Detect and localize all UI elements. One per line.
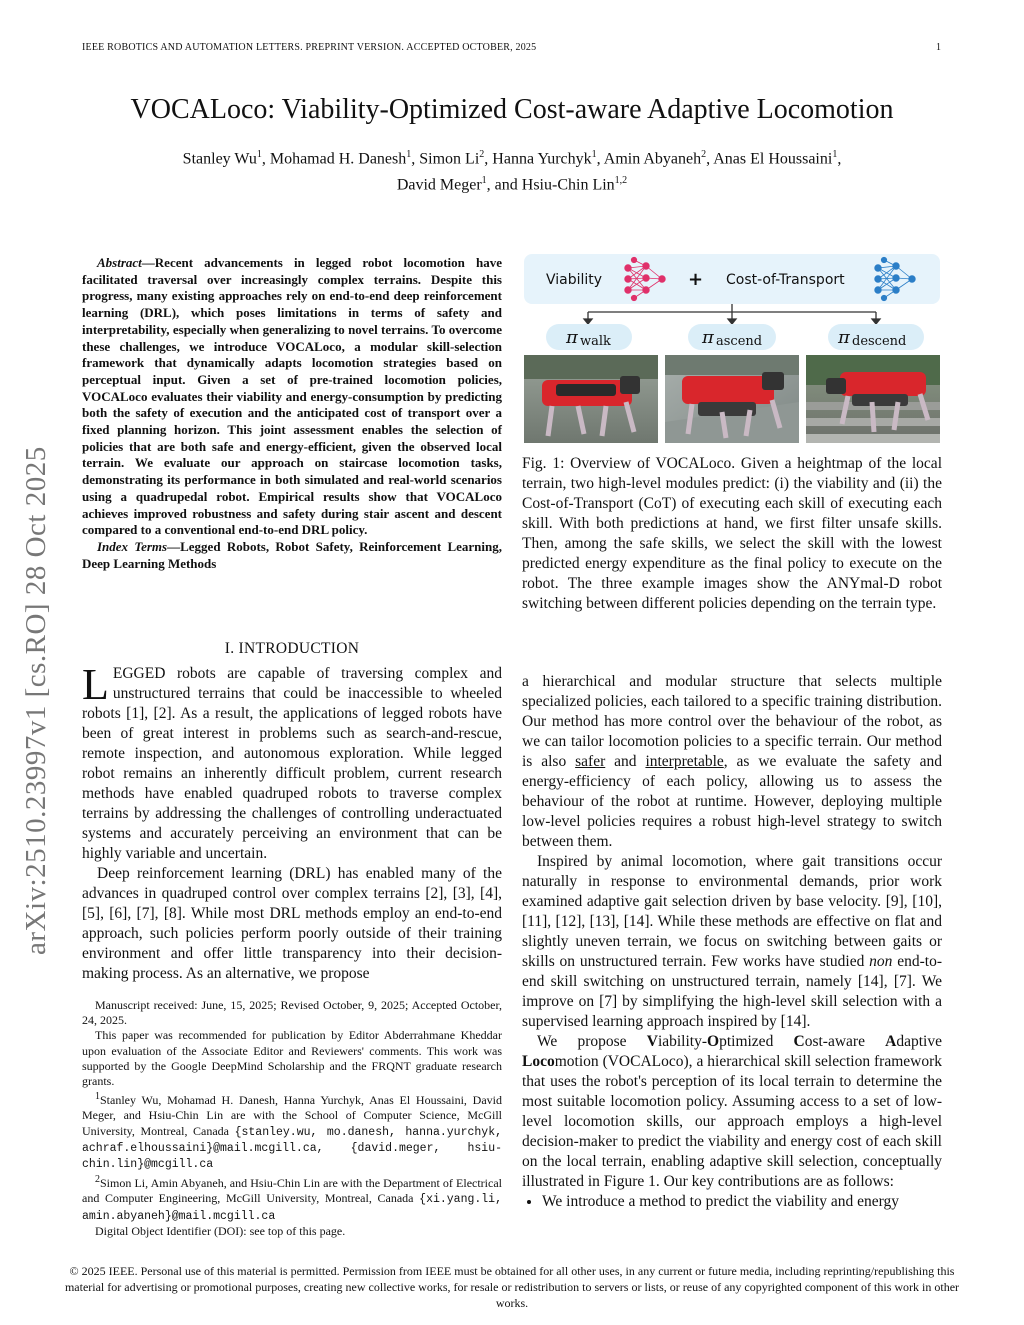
author: , Amin Abyaneh bbox=[596, 150, 702, 168]
running-header: IEEE ROBOTICS AND AUTOMATION LETTERS. PREPRINT VERSION. ACCEPTED OCTOBER, 2025 bbox=[82, 42, 537, 53]
text-run: Inspired by animal locomotion, where gait transitions occur naturally in response to environmental demands, prior work examined adaptive gait selection driven by base velocity. [9], [10], [11], [12], [13], [14]. While these methods are effective on flat and slightly uneven terrain, we focus on switching between gaits or skills on unstructured terrain. Few works have studied bbox=[522, 853, 942, 970]
list-item: • We introduce a method to predict the viability and energy bbox=[542, 1192, 942, 1212]
arxiv-stamp: arXiv:2510.23997v1 [cs.RO] 28 Oct 2025 bbox=[20, 446, 52, 955]
policy-walk-label: walk bbox=[580, 334, 611, 349]
robot-photo-descend bbox=[806, 355, 940, 443]
contributions-list bbox=[522, 1192, 942, 1212]
author: , Simon Li bbox=[411, 150, 480, 168]
index-terms-text: —Legged Robots, Robot Safety, Reinforcement Learning, Deep Learning Methods bbox=[82, 538, 502, 571]
pi-symbol: π bbox=[702, 327, 714, 348]
figure-1-caption: Fig. 1: Overview of VOCALoco. Given a heightmap of the local terrain, two high-level modules predict: (i) the viability and (ii) the Cost-of-Transport (CoT) of executing each skill of executing each skill. With both predictions at hand, we first filter unsafe skills. Then, among the safe skills, we select the skill with the lowest predicted energy expenditure as the final policy to execute on the robot. The three example images show the ANYmal-D robot switching between different policies depending on the terrain type. bbox=[522, 455, 942, 612]
plus-sign: + bbox=[688, 269, 704, 290]
author: , Mohamad H. Danesh bbox=[261, 150, 407, 168]
bold-letter: C bbox=[793, 1033, 805, 1050]
abstract bbox=[82, 255, 502, 572]
intro-paragraph-2: Deep reinforcement learning (DRL) has enabled many of the advances in quadruped control over complex terrains [2], [3], [4], [5], [6], [7], [8]. While most DRL methods employ an end-to-end approach, such policies perform poorly outside of their training environment and offer little transparency into their decision-making process. As an alternative, we propose bbox=[82, 865, 502, 982]
text-run: end-to-end skill switching on unstructured terrain, namely [14], [7]. We improve on [7] by simplifying the high-level skill selection with a supervised learning approach inspired by [14]. bbox=[522, 953, 942, 1030]
footnote-doi: Digital Object Identifier (DOI): see top of this page. bbox=[95, 1223, 346, 1238]
affil-mark: 1 bbox=[481, 175, 487, 187]
robot-photo-ascend bbox=[665, 355, 799, 443]
robot-photo-walk bbox=[524, 355, 658, 443]
footnote-affiliation-2: Simon Li, Amin Abyaneh, and Hsiu-Chin Lin are with the Department of Electrical and Computer Engineering, McGill University, Montreal, Canada bbox=[82, 1176, 502, 1206]
copyright-notice: © 2025 IEEE. Personal use of this material is permitted. Permission from IEEE must be obtained for all other uses, in any current or future media, including reprinting/republishing this material for advertising or promotional purposes, creating new collective works, for resale or redistribution to servers or lists, or reuse of any copyrighted component of this work in other works. bbox=[64, 1264, 960, 1310]
text-run: We propose bbox=[537, 1033, 647, 1050]
text-run: iability- bbox=[657, 1033, 708, 1050]
author: Stanley Wu bbox=[182, 150, 257, 168]
selection-arrows bbox=[584, 304, 880, 324]
index-terms-label: Index Terms bbox=[97, 538, 168, 554]
affil-mark: 1 bbox=[95, 1091, 100, 1103]
affil-mark: 1 bbox=[256, 149, 262, 160]
pi-symbol: π bbox=[838, 327, 850, 348]
affil-mark: 1,2 bbox=[614, 175, 628, 187]
affil-mark: 2 bbox=[95, 1174, 100, 1186]
text-run: and bbox=[605, 753, 646, 770]
affil-mark: 2 bbox=[479, 149, 485, 160]
underlined-safer: safer bbox=[575, 753, 606, 770]
author-list bbox=[100, 144, 924, 197]
paper-title: VOCALoco: Viability-Optimized Cost-aware Adaptive Locomotion bbox=[130, 94, 894, 125]
email-list-1: {stanley.wu, mo.danesh, hanna.yurchyk, achraf.elhoussaini}@mail.mcgill.ca, {david.meger, hsiu-chin.lin}@mcgill.ca bbox=[82, 1125, 502, 1172]
viability-label: Viability bbox=[546, 272, 603, 288]
email-list-2: {xi.yang.li, amin.abyaneh}@mail.mcgill.ca bbox=[82, 1193, 502, 1223]
introduction-body bbox=[82, 660, 502, 984]
author: , Anas El Houssaini bbox=[706, 150, 833, 168]
abstract-text: —Recent advancements in legged robot locomotion have facilitated traversal over increasingly complex terrains. Despite this progress, many existing approaches rely on end-to-end deep reinforcement learning (DRL), which poses limitations in terms of safety and interpretability, especially when generalizing to novel terrains. To overcome these challenges, we introduce VOCALoco, a modular skill-selection framework that dynamically adapts locomotion strategies based on perceptual input. Given a set of pre-trained locomotion policies, VOCALoco evaluates their viability and energy-consumption by predicting both the safety of execution and the anticipated cost of transport over a fixed planning horizon. This joint assessment enables the selection of policies that are both safe and energy-efficient, given the observed local terrain. We evaluate our approach on staircase locomotion tasks, demonstrating its performance in both simulated and real-world scenarios using a quadrupedal robot. Empirical results show that VOCALoco achieves improved robustness and safety during stair ascent and descent compared to a conventional end-to-end DRL policy. bbox=[82, 255, 502, 538]
bold-letter: Loco bbox=[522, 1053, 555, 1070]
underlined-interpretable: interpretable bbox=[645, 753, 724, 770]
text-run: daptive bbox=[896, 1033, 942, 1050]
bold-letter: V bbox=[646, 1033, 658, 1050]
text-run: motion bbox=[554, 1053, 599, 1070]
bold-letter: O bbox=[707, 1033, 720, 1050]
text-run: a hierarchical and modular structure that selects multiple specialized policies, each tailored to a specific training distribution. Our method has more control over the behaviour of the robot, as we can tailor locomotion policies to a specific terrain. Our method is also bbox=[522, 673, 942, 770]
italic-non: non bbox=[869, 953, 893, 970]
page-number: 1 bbox=[936, 42, 941, 53]
abstract-label: Abstract bbox=[97, 255, 142, 270]
intro-paragraph-1: EGGED robots are capable of traversing complex and unstructured terrains that could be inaccessible to wheeled robots [1], [2]. As a result, the applications of legged robots have been of great interest in problems such as search-and-rescue, remote inspection, and autonomous exploration. While legged robot remains an inherently difficult problem, current research methods have enabled quadruped robots to traverse complex terrains by addressing the challenges of controlling underactuated systems and accurately perceiving an environment that can be highly variable and uncertain. bbox=[82, 665, 502, 862]
text-run: , as we evaluate the safety and energy-efficiency of each policy, allowing us to assess the behaviour of the robot at runtime. However, deploying multiple low-level policies requires a robust high-level strategy to switch between them. bbox=[522, 753, 942, 850]
cost-of-transport-label: Cost-of-Transport bbox=[726, 272, 845, 288]
policy-ascend-label: ascend bbox=[716, 334, 763, 349]
pi-symbol: π bbox=[566, 327, 578, 348]
footnotes bbox=[82, 998, 502, 1239]
author: , Hanna Yurchyk bbox=[484, 150, 592, 168]
text-run: (VOCALoco), a hierarchical skill selection framework that uses the robot's perception of its local terrain to determine the most suitable locomotion policy. Assuming access to a set of low-level locomotion skills, our approach employs a high-level decision-maker to predict the viability and energy cost of each skill on the local terrain, enabling adaptive skill selection, conceptually illustrated in Figure 1. Our key contributions are as follows: bbox=[522, 1053, 942, 1190]
affil-mark: 1 bbox=[591, 149, 597, 160]
drop-cap: L bbox=[82, 660, 109, 709]
author-separator: , bbox=[837, 150, 842, 168]
policy-descend-label: descend bbox=[852, 334, 907, 349]
author: David Meger bbox=[396, 176, 482, 194]
text-run: ptimized bbox=[719, 1033, 794, 1050]
text-run: ost-aware bbox=[804, 1033, 886, 1050]
footnote-affiliation-1: Stanley Wu, Mohamad H. Danesh, Hanna Yurchyk, Anas El Houssaini, David Meger, and Hsiu-Chin Lin are with the School of Computer Science, McGill University, Montreal, Canada bbox=[82, 1093, 502, 1138]
bold-letter: A bbox=[885, 1033, 897, 1050]
affil-mark: 1 bbox=[832, 149, 838, 160]
footnote-received: Manuscript received: June, 15, 2025; Revised October, 9, 2025; Accepted October, 24, 2025. bbox=[82, 998, 502, 1028]
section-heading-introduction: I. INTRODUCTION bbox=[224, 640, 360, 657]
figure-1 bbox=[522, 252, 942, 448]
figure-1-diagram bbox=[522, 252, 942, 448]
affil-mark: 2 bbox=[701, 149, 707, 160]
author: , and Hsiu-Chin Lin bbox=[486, 176, 615, 194]
affil-mark: 1 bbox=[406, 149, 412, 160]
right-column-body bbox=[522, 672, 942, 1212]
footnote-recommended: This paper was recommended for publication by Editor Abderrahmane Kheddar upon evaluation of the Associate Editor and Reviewers' comments. This work was supported by the Google DeepMind Scholarship and the FRQNT graduate research grants. bbox=[82, 1028, 502, 1089]
